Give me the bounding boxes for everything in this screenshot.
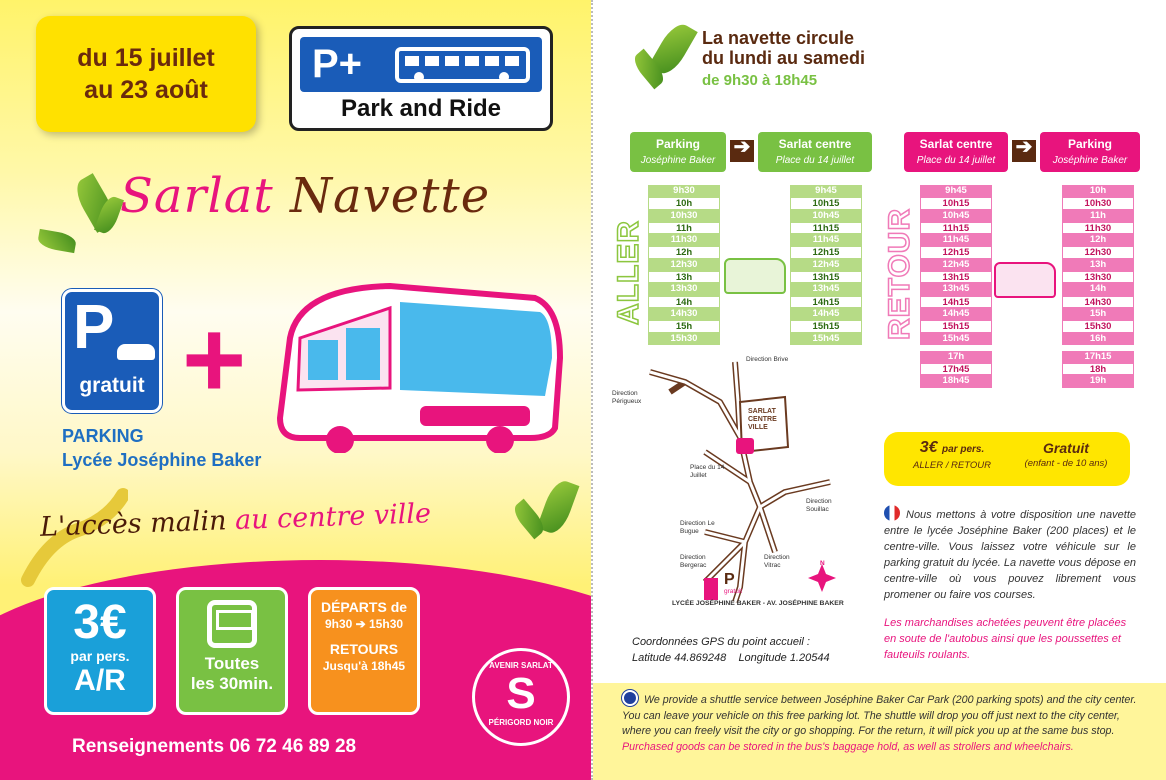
heading-line-1: La navette circule: [702, 28, 855, 48]
price-adult: [912, 440, 992, 474]
schedule-time: 15h15: [920, 320, 992, 332]
schedule-time: 13h30: [1062, 271, 1134, 283]
bus-icon: [207, 600, 257, 648]
retour-route: [904, 132, 1140, 172]
gps-coordinates: [632, 634, 830, 666]
date-box: [36, 16, 256, 132]
schedule-time: 11h30: [648, 234, 720, 246]
english-text: We provide a shuttle service between Joséphine Baker Car Park (200 parking spots) and the city center. You can leave your vehicle on this free parking lot. The shuttle will drop you off just next to the city center, where you can freely visit the city or go shopping. For the return, it will pick you up at the same bus stop.: [622, 694, 1137, 737]
park-and-ride-symbol: P+: [312, 42, 363, 86]
map-label-brive: Direction Brive: [746, 356, 789, 363]
schedule-time: 13h45: [920, 283, 992, 295]
park-and-ride-panel: [300, 37, 542, 92]
gps-label: Coordonnées GPS du point accueil :: [632, 636, 810, 648]
schedule-time: 18h: [1062, 363, 1134, 375]
price-amount: 3€: [73, 596, 127, 649]
departures-range: 9h30 ➔ 15h30: [324, 617, 404, 631]
schedule-time: 17h15: [1062, 351, 1134, 363]
schedule-time: 12h15: [790, 246, 862, 258]
schedule-time: 9h30: [648, 185, 720, 197]
arrow-right-icon: ➔: [730, 140, 754, 162]
retour-from-name: Sarlat centre: [919, 137, 993, 151]
schedule-time: 13h30: [648, 283, 720, 295]
compass-north: N: [820, 560, 825, 567]
price-tile: [44, 587, 156, 715]
french-flag-icon: [884, 505, 900, 521]
aller-label: ALLER: [612, 220, 645, 325]
schedule-time: 13h: [1062, 259, 1134, 271]
pink-bus-illustration: [270, 278, 570, 453]
schedule-time: 11h15: [920, 222, 992, 234]
map-label-bugue: Direction Le Bugue: [680, 520, 715, 535]
french-note: Les marchandises achetées peuvent être placées en soute de l'autobus ainsi que les poussettes et fauteuils roulants.: [884, 617, 1127, 661]
price-box-free: Gratuit: [1043, 440, 1089, 456]
free-parking-sign: [62, 289, 162, 413]
schedule-time: 15h45: [790, 333, 862, 345]
park-and-ride-label: Park and Ride: [340, 95, 502, 122]
schedule-time: 15h30: [1062, 320, 1134, 332]
retour-departures: [920, 185, 992, 388]
heading-line-2: du lundi au samedi: [702, 48, 866, 68]
date-line-2: au 23 août: [84, 76, 208, 104]
retour-to: [1040, 132, 1140, 172]
green-bus-icon: [724, 258, 786, 294]
schedule-time: 10h15: [790, 197, 862, 209]
slogan-part-2: au centre ville: [234, 498, 432, 537]
schedule-time: 14h30: [1062, 296, 1134, 308]
aller-to: [758, 132, 872, 172]
retour-label: RETOUR: [883, 207, 916, 340]
schedule-time: 13h45: [790, 283, 862, 295]
schedule-time: 13h15: [790, 271, 862, 283]
aller-to-name: Sarlat centre: [778, 137, 852, 151]
schedule-time: 14h15: [920, 296, 992, 308]
english-description: [622, 690, 1142, 755]
schedule-time: 10h30: [648, 210, 720, 222]
frequency-line-1: Toutes: [204, 654, 260, 673]
park-and-ride-sign: [289, 26, 553, 131]
aller-arrivals: [790, 185, 862, 345]
schedule-time: 14h45: [790, 308, 862, 320]
aller-from-name: Parking: [655, 137, 700, 151]
brand-part-2: Navette: [289, 168, 491, 224]
schedule-time: 10h15: [920, 197, 992, 209]
schedule-time: 12h45: [790, 259, 862, 271]
schedule-time: 10h: [648, 197, 720, 209]
schedule-time: 19h: [1062, 375, 1134, 387]
retour-to-sub: Joséphine Baker: [1052, 155, 1128, 166]
schedule-time: 11h: [648, 222, 720, 234]
schedule-time: 14h: [648, 296, 720, 308]
aller-route: [630, 132, 872, 172]
schedule-time: 11h30: [1062, 222, 1134, 234]
parking-location: Lycée Joséphine Baker: [62, 450, 262, 470]
service-hours: de 9h30 à 18h45: [702, 72, 818, 89]
aller-from: [630, 132, 726, 172]
price-per: par pers.: [70, 648, 130, 664]
schedule-time: 13h: [648, 271, 720, 283]
seal-letter: S: [506, 669, 536, 718]
map-label-bergerac: Direction Bergerac: [680, 554, 707, 569]
french-text: Nous mettons à votre disposition une navette entre le lycée Joséphine Baker (200 places) et le centre-ville. Vous laissez votre véhicule sur le parking gratuit du lycée. La navette vous dépose en centre-ville où vous pouvez librement vous promener ou faire vos courses.: [884, 509, 1136, 601]
car-icon: [117, 344, 155, 360]
schedule-time: 14h: [1062, 283, 1134, 295]
times-tile: [308, 587, 420, 715]
schedule-time: 10h30: [1062, 197, 1134, 209]
schedule-time: 10h45: [920, 210, 992, 222]
schedule-time: 9h45: [920, 185, 992, 197]
schedule-time: 11h45: [790, 234, 862, 246]
schedule-time: 14h15: [790, 296, 862, 308]
price-box-per: par pers.: [942, 444, 985, 455]
price-box-ar: ALLER / RETOUR: [913, 460, 991, 471]
aller-departures: [648, 185, 720, 345]
map-roads: [610, 342, 870, 622]
english-note: Purchased goods can be stored in the bus's baggage hold, as well as strollers and wheelchairs.: [622, 740, 1074, 753]
brand-title: [120, 168, 490, 224]
price-child: [1016, 440, 1116, 472]
price-box-free-sub: (enfant - de 10 ans): [1024, 458, 1108, 469]
map-label-place14: Place du 14 Juillet: [690, 464, 725, 479]
leaf-icon: [37, 229, 78, 253]
departures-title: DÉPARTS de: [320, 599, 408, 615]
schedule-heading: [702, 28, 865, 68]
schedule-time: 11h45: [920, 234, 992, 246]
free-label: gratuit: [79, 374, 145, 397]
info-phone: Renseignements 06 72 46 89 28: [72, 736, 357, 757]
seal-bottom: PÉRIGORD NOIR: [488, 718, 554, 727]
map-parking-label: gratuit: [724, 588, 743, 595]
brand-part-1: Sarlat: [120, 168, 274, 224]
gps-values: [632, 650, 830, 666]
schedule-time: 16h: [1062, 333, 1134, 345]
arrow-right-icon: ➔: [1012, 140, 1036, 162]
pink-bus-icon: [994, 262, 1056, 298]
retour-from: [904, 132, 1008, 172]
schedule-time: 12h30: [648, 259, 720, 271]
map-label-vitrac: Direction Vitrac: [764, 554, 790, 569]
schedule-time: 15h45: [920, 333, 992, 345]
parking-label: [62, 424, 261, 472]
aller-to-sub: Place du 14 juillet: [775, 155, 855, 166]
schedule-time: 15h15: [790, 320, 862, 332]
schedule-time: 15h30: [648, 333, 720, 345]
schedule-time: 14h45: [920, 308, 992, 320]
schedule-time: 10h: [1062, 185, 1134, 197]
aller-from-sub: Joséphine Baker: [640, 155, 716, 166]
schedule-time: 12h30: [1062, 246, 1134, 258]
schedule-time: 15h: [648, 320, 720, 332]
parking-title: PARKING: [62, 426, 144, 446]
gps-longitude: Longitude 1.20544: [738, 652, 830, 664]
bus-icon: [395, 47, 530, 83]
frequency-line-2: les 30min.: [190, 674, 274, 693]
schedule-time: 18h45: [920, 375, 992, 387]
returns-range: Jusqu'à 18h45: [322, 659, 406, 673]
schedule-time: 11h15: [790, 222, 862, 234]
schedule-time: 12h: [1062, 234, 1134, 246]
schedule-time: 14h30: [648, 308, 720, 320]
date-line-1: du 15 juillet: [77, 44, 215, 72]
schedule-time: 12h15: [920, 246, 992, 258]
slogan-part-1: L'accès malin: [39, 505, 228, 543]
schedule-time: 11h: [1062, 210, 1134, 222]
map-label-perigueux: Direction Périgueux: [612, 390, 642, 405]
uk-flag-icon: [622, 690, 638, 706]
price-box-amount: 3€: [919, 439, 938, 456]
price-ar: A/R: [74, 664, 126, 697]
bus-windows-icon: [399, 51, 526, 79]
frequency-tile: [176, 587, 288, 715]
schedule-time: 17h45: [920, 363, 992, 375]
schedule-time: 9h45: [790, 185, 862, 197]
returns-title: RETOURS: [329, 641, 399, 657]
retour-from-sub: Place du 14 juillet: [916, 155, 996, 166]
schedule-time: 17h: [920, 351, 992, 363]
map-parking-letter: P: [724, 571, 735, 588]
avenir-sarlat-seal: [472, 648, 570, 746]
schedule-time: 10h45: [790, 210, 862, 222]
schedule-time: 12h: [648, 246, 720, 258]
schedule-time: 13h15: [920, 271, 992, 283]
schedule-time: 15h: [1062, 308, 1134, 320]
retour-arrivals: [1062, 185, 1134, 388]
seal-top: AVENIR SARLAT: [489, 661, 553, 670]
map-label-sarlat: SARLAT CENTRE VILLE: [748, 408, 777, 431]
french-description: [884, 505, 1136, 603]
map-label-souillac: Direction Souillac: [806, 498, 832, 513]
gps-latitude: Latitude 44.869248: [632, 652, 727, 664]
access-map: [610, 342, 870, 622]
map-label-lycee: LYCÉE JOSÉPHINE BAKER - AV. JOSÉPHINE BAKER: [672, 600, 844, 607]
price-box: [884, 432, 1130, 486]
plus-sign: +: [182, 298, 247, 421]
retour-to-name: Parking: [1067, 137, 1112, 151]
parking-letter: P: [73, 293, 115, 362]
schedule-time: 12h45: [920, 259, 992, 271]
